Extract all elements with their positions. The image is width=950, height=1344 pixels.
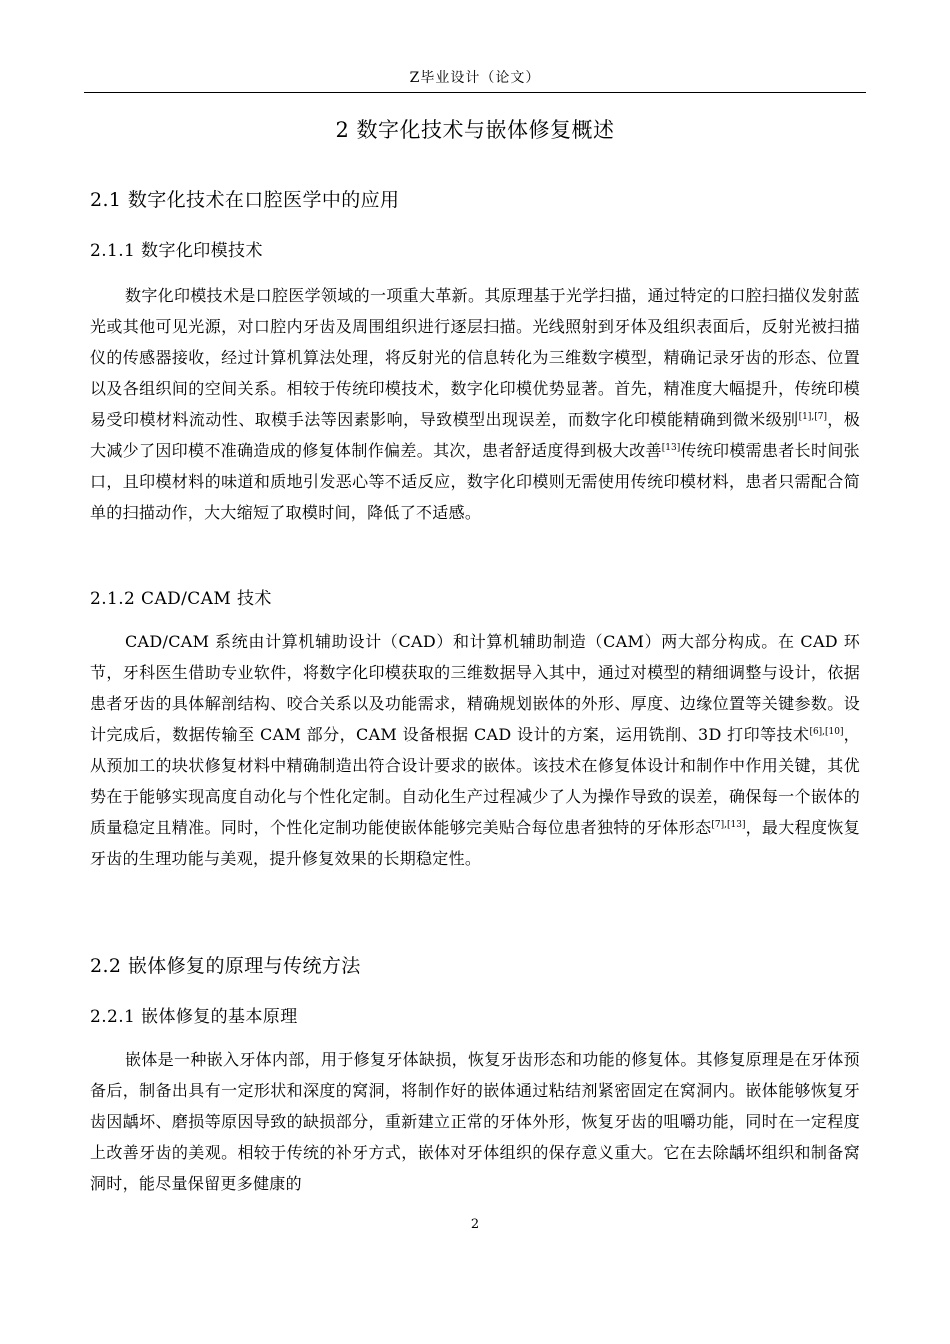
section-2-1-heading: 2.1 数字化技术在口腔医学中的应用 [90, 189, 400, 211]
chapter-title: 2 数字化技术与嵌体修复概述 [335, 118, 615, 142]
section-2-1-2-heading: 2.1.2 CAD/CAM 技术 [90, 589, 272, 609]
paragraph-text: ，最大程度恢复牙齿的生理功能与美观，提升修复效果的长期稳定性。 [90, 818, 860, 868]
section-2-2-heading: 2.2 嵌体修复的原理与传统方法 [90, 955, 361, 977]
section-2-2-1-heading: 2.2.1 嵌体修复的基本原理 [90, 1007, 298, 1027]
citation: [13] [661, 443, 681, 453]
section-2-1-1-heading: 2.1.1 数字化印模技术 [90, 241, 263, 261]
section-2-1-1-paragraph [90, 280, 860, 528]
paragraph-text: ，极大减少了因印模不准确造成的修复体制作偏差。其次，患者舒适度得到极大改善 [90, 410, 860, 460]
paragraph-text: 嵌体是一种嵌入牙体内部，用于修复牙体缺损，恢复牙齿形态和功能的修复体。其修复原理是在牙体预备后，制备出具有一定形状和深度的窝洞，将制作好的嵌体通过粘结剂紧密固定在窝洞内。嵌体能够恢复牙齿因龋坏、磨损等原因导致的缺损部分，重新建立正常的牙体外形，恢复牙齿的咀嚼功能，同时在一定程度上改善牙齿的美观。相较于传统的补牙方式，嵌体对牙体组织的保存意义重大。它在去除龋坏组织和制备窝洞时，能尽量保留更多健康的 [90, 1050, 860, 1193]
paragraph-text: 传统印模需患者长时间张口，且印模材料的味道和质地引发恶心等不适反应，数字化印模则无需使用传统印模材料，患者只需配合简单的扫描动作，大大缩短了取模时间，降低了不适感。 [90, 441, 860, 522]
page-number: 2 [470, 1217, 480, 1232]
running-header: Z毕业设计（论文） [409, 70, 541, 86]
citation: [7],[13] [711, 820, 746, 830]
paragraph-text: CAD/CAM 系统由计算机辅助设计（CAD）和计算机辅助制造（CAM）两大部分构成。在 CAD 环节，牙科医生借助专业软件，将数字化印模获取的三维数据导入其中，通过对模型的精细调整与设计，依据患者牙齿的具体解剖结构、咬合关系以及功能需求，精确规划嵌体的外形、厚度、边缘位置等关键参数。设计完成后，数据传输至 CAM 部分，CAM 设备根据 CAD 设计的方案，运用铣削、3D 打印等技术 [90, 632, 860, 744]
section-2-2-1-paragraph [90, 1044, 860, 1199]
citation: [6],[10] [809, 727, 844, 737]
citation: [1],[7] [798, 412, 828, 422]
paragraph-text: ，从预加工的块状修复材料中精确制造出符合设计要求的嵌体。该技术在修复体设计和制作中作用关键，其优势在于能够实现高度自动化与个性化定制。自动化生产过程减少了人为操作导致的误差，确保每一个嵌体的质量稳定且精准。同时，个性化定制功能使嵌体能够完美贴合每位患者独特的牙体形态 [90, 725, 860, 837]
section-2-1-2-paragraph [90, 626, 860, 874]
header-rule [84, 92, 866, 93]
paragraph-text: 数字化印模技术是口腔医学领域的一项重大革新。其原理基于光学扫描，通过特定的口腔扫描仪发射蓝光或其他可见光源，对口腔内牙齿及周围组织进行逐层扫描。光线照射到牙体及组织表面后，反射光被扫描仪的传感器接收，经过计算机算法处理，将反射光的信息转化为三维数字模型，精确记录牙齿的形态、位置以及各组织间的空间关系。相较于传统印模技术，数字化印模优势显著。首先，精准度大幅提升，传统印模易受印模材料流动性、取模手法等因素影响，导致模型出现误差，而数字化印模能精确到微米级别 [90, 286, 860, 429]
